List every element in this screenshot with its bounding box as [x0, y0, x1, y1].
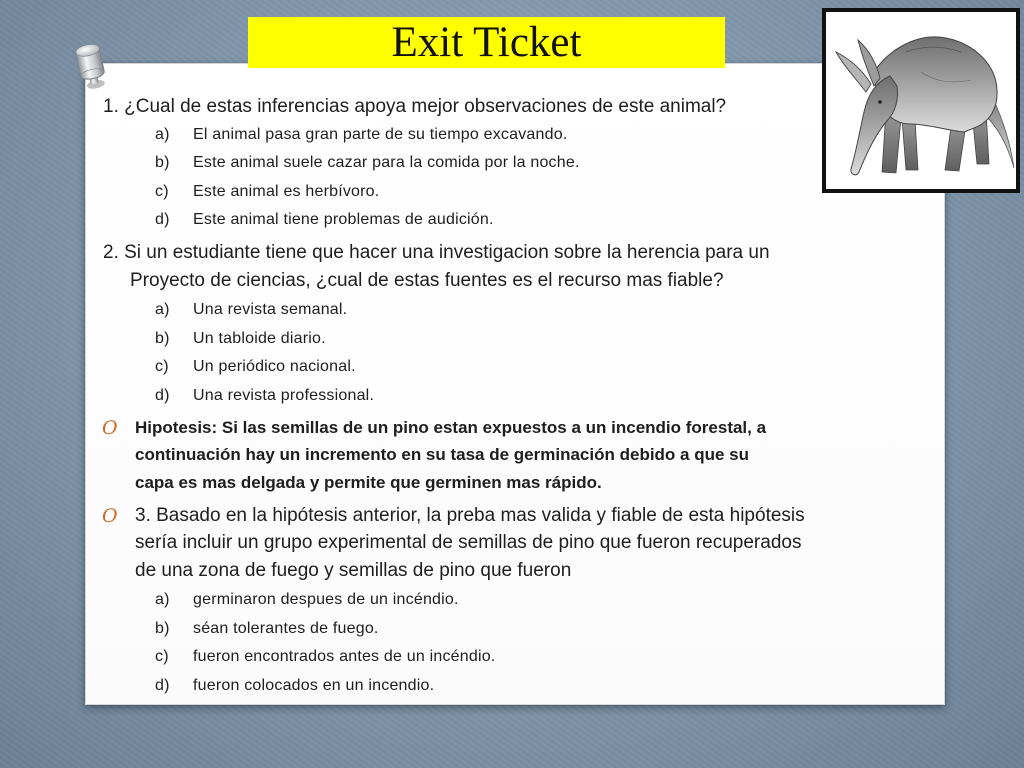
option-text: germinaron despues de un incéndio.	[193, 591, 459, 608]
option-letter: c)	[155, 358, 169, 375]
option-text: Este animal tiene problemas de audición.	[193, 211, 494, 228]
option-text: séan tolerantes de fuego.	[193, 620, 379, 637]
question-2-text: 2. Si un estudiante tiene que hacer una investigacion sobre la herencia para un	[103, 242, 770, 263]
option-letter: b)	[155, 330, 170, 347]
aardvark-picture	[822, 8, 1020, 193]
option-text: Un periódico nacional.	[193, 358, 356, 375]
question-2-text: Proyecto de ciencias, ¿cual de estas fuentes es el recurso mas fiable?	[130, 270, 724, 291]
option-text: fueron encontrados antes de un incéndio.	[193, 648, 496, 665]
option-letter: a)	[155, 591, 170, 608]
option-letter: c)	[155, 648, 169, 665]
option-letter: b)	[155, 154, 170, 171]
option-letter: c)	[155, 183, 169, 200]
hypothesis-text: capa es mas delgada y permite que germinen mas rápido.	[135, 473, 602, 492]
option-letter: b)	[155, 620, 170, 637]
question-1-text: 1. ¿Cual de estas inferencias apoya mejor observaciones de este animal?	[103, 96, 727, 117]
aardvark-illustration	[826, 12, 1016, 189]
question-3-text: sería incluir un grupo experimental de semillas de pino que fueron recuperados	[135, 532, 802, 553]
option-letter: d)	[155, 211, 170, 228]
option-text: fueron colocados en un incendio.	[193, 677, 435, 694]
question-3-text: de una zona de fuego y semillas de pino que fueron	[135, 560, 572, 581]
option-text: Este animal es herbívoro.	[193, 183, 380, 200]
bullet-icon: O	[102, 505, 118, 527]
option-text: Un tabloide diario.	[193, 330, 326, 347]
option-letter: a)	[155, 126, 170, 143]
option-text: El animal pasa gran parte de su tiempo excavando.	[193, 126, 568, 143]
hypothesis-text: Hipotesis: Si las semillas de un pino estan expuestos a un incendio forestal, a	[135, 418, 767, 437]
option-letter: a)	[155, 301, 170, 318]
option-text: Una revista professional.	[193, 387, 375, 404]
option-letter: d)	[155, 677, 170, 694]
question-3-text: 3. Basado en la hipótesis anterior, la preba mas valida y fiable de esta hipótesis	[135, 505, 805, 526]
pushpin-icon	[66, 38, 116, 94]
option-letter: d)	[155, 387, 170, 404]
bullet-icon: O	[102, 417, 118, 439]
slide-title: Exit Ticket	[248, 17, 725, 68]
option-text: Este animal suele cazar para la comida por la noche.	[193, 154, 580, 171]
hypothesis-text: continuación hay un incremento en su tasa de germinación debido a que su	[135, 445, 750, 464]
option-text: Una revista semanal.	[193, 301, 348, 318]
